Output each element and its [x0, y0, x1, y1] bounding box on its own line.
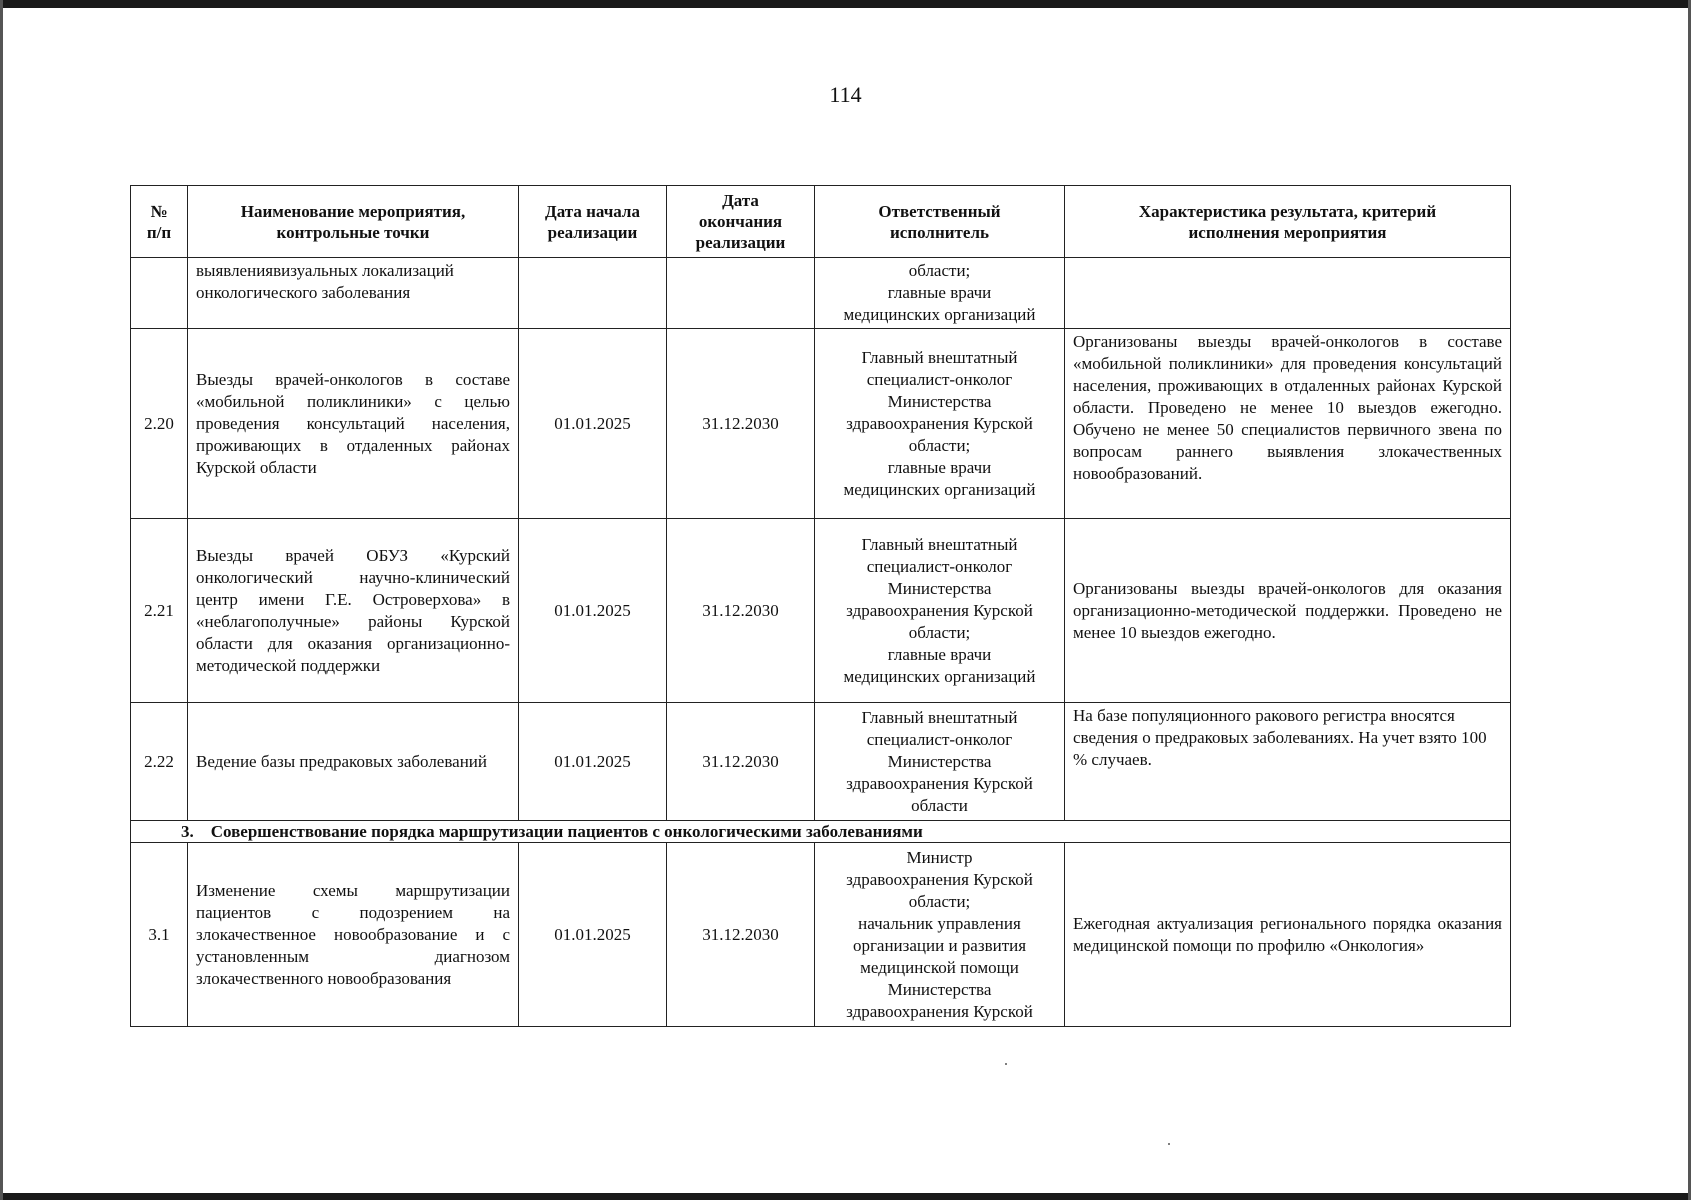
row-activity-name: Выезды врачей ОБУЗ «Курский онкологический научно-клинический центр имени Г.Е. Островерхова» в «неблагополучные» районы Курской области для оказания организационно-методической поддержки — [188, 519, 519, 703]
row-result: На базе популяционного ракового регистра вносятся сведения о предраковых заболеваниях. На учет взято 100 % случаев. — [1065, 703, 1511, 821]
row-result — [1065, 258, 1511, 329]
header-number: № п/п — [131, 186, 188, 258]
page-number: 114 — [829, 82, 862, 107]
row-start-date: 01.01.2025 — [519, 843, 667, 1027]
row-executor: Главный внештатный специалист-онколог Министерства здравоохранения Курской области — [815, 703, 1065, 821]
row-start-date: 01.01.2025 — [519, 329, 667, 519]
header-executor: Ответственный исполнитель — [815, 186, 1065, 258]
row-end-date: 31.12.2030 — [667, 329, 815, 519]
row-executor: Министр здравоохранения Курской области; начальник управления организации и развития медицинской помощи Министерства здравоохранения Курской — [815, 843, 1065, 1027]
row-executor: Главный внештатный специалист-онколог Министерства здравоохранения Курской области; главные врачи медицинских организаций — [815, 519, 1065, 703]
row-end-date: 31.12.2030 — [667, 703, 815, 821]
row-start-date — [519, 258, 667, 329]
row-number: 2.21 — [131, 519, 188, 703]
scan-speck — [1168, 1143, 1170, 1145]
header-activity-name: Наименование мероприятия, контрольные точки — [188, 186, 519, 258]
row-activity-name: Выезды врачей-онкологов в составе «мобильной поликлиники» с целью проведения консультаций населения, проживающих в отдаленных районах Курской области — [188, 329, 519, 519]
row-number: 2.20 — [131, 329, 188, 519]
row-start-date: 01.01.2025 — [519, 703, 667, 821]
section-title: Совершенствование порядка маршрутизации пациентов с онкологическими заболеваниями — [210, 821, 923, 841]
table-row — [131, 519, 1511, 703]
row-end-date — [667, 258, 815, 329]
row-end-date: 31.12.2030 — [667, 519, 815, 703]
row-number: 3.1 — [131, 843, 188, 1027]
scan-edge-bottom — [0, 1193, 1691, 1200]
row-executor: области; главные врачи медицинских организаций — [815, 258, 1065, 329]
row-result: Организованы выезды врачей-онкологов в составе «мобильной поликлиники» для проведения консультаций населения, проживающих в отдаленных районах Курской области. Проведено не менее 10 выездов ежегодно. Обучено не менее 50 специалистов первичного звена по вопросам раннего выявления злокачественных новообразований. — [1065, 329, 1511, 519]
table-row — [131, 843, 1511, 1027]
scan-edge-top — [0, 0, 1691, 8]
activities-table — [130, 185, 1511, 1027]
row-end-date: 31.12.2030 — [667, 843, 815, 1027]
row-number — [131, 258, 188, 329]
header-start-date: Дата начала реализации — [519, 186, 667, 258]
table-row — [131, 258, 1511, 329]
scan-speck — [1005, 1063, 1007, 1065]
row-executor: Главный внештатный специалист-онколог Министерства здравоохранения Курской области; главные врачи медицинских организаций — [815, 329, 1065, 519]
header-end-date: Дата окончания реализации — [667, 186, 815, 258]
table-row — [131, 703, 1511, 821]
table-header-row — [131, 186, 1511, 258]
row-activity-name: Изменение схемы маршрутизации пациентов с подозрением на злокачественное новообразование и с установленным диагнозом злокачественного новообразования — [188, 843, 519, 1027]
row-activity-name: Ведение базы предраковых заболеваний — [188, 703, 519, 821]
section-title-cell — [131, 821, 1511, 843]
section-header-row — [131, 821, 1511, 843]
header-result: Характеристика результата, критерий исполнения мероприятия — [1065, 186, 1511, 258]
scan-edge-left — [0, 0, 3, 1200]
row-result: Ежегодная актуализация регионального порядка оказания медицинской помощи по профилю «Онкология» — [1065, 843, 1511, 1027]
row-number: 2.22 — [131, 703, 188, 821]
section-number: 3. — [181, 821, 194, 841]
table-row — [131, 329, 1511, 519]
row-activity-name: выявлениявизуальных локализаций онкологического заболевания — [188, 258, 519, 329]
row-result: Организованы выезды врачей-онкологов для оказания организационно-методической поддержки. Проведено не менее 10 выездов ежегодно. — [1065, 519, 1511, 703]
row-start-date: 01.01.2025 — [519, 519, 667, 703]
